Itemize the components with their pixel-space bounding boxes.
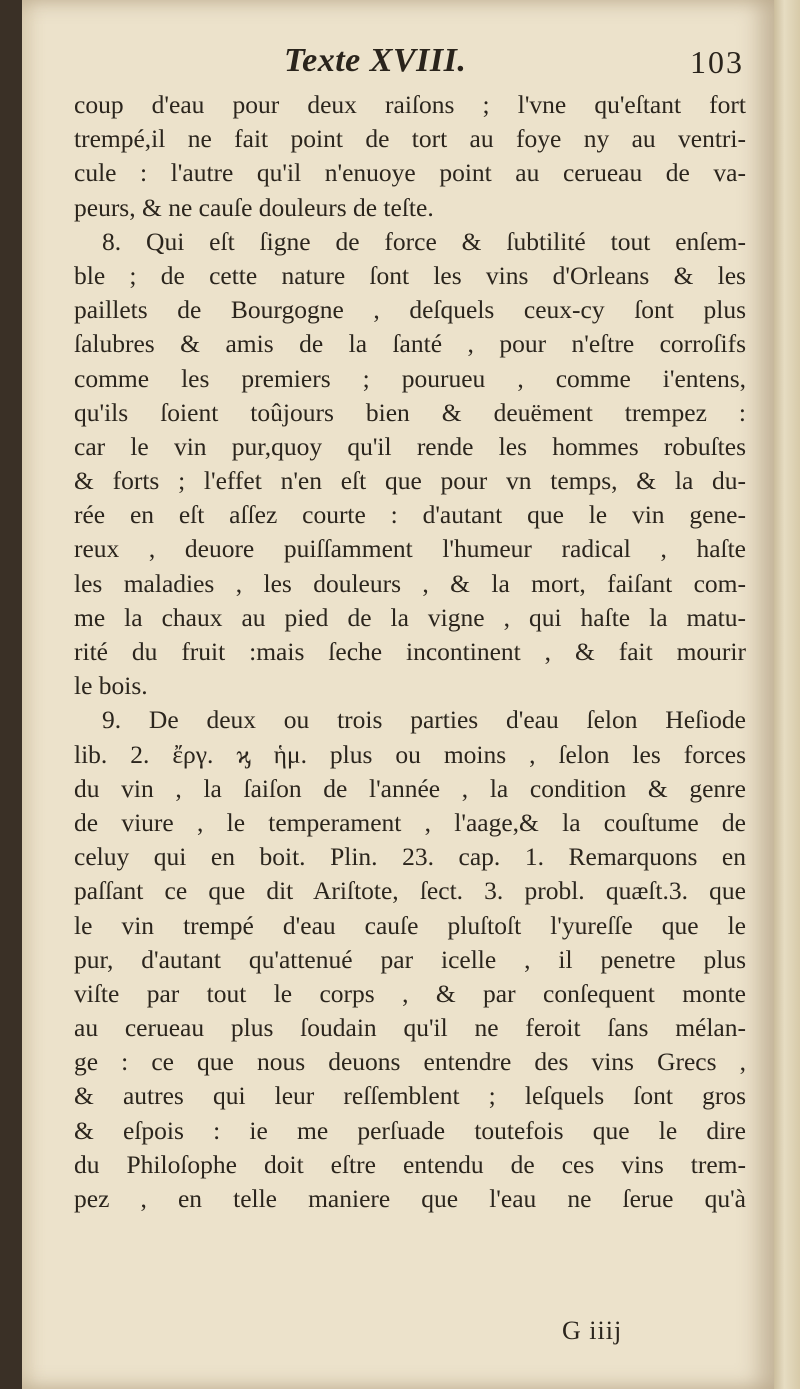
text-line: peurs, & ne cauſe douleurs de teſte. — [74, 192, 434, 222]
text-line: ge : ce que nous deuons entendre des vins Grecs , — [74, 1047, 746, 1077]
text-line: & eſpois : ie me perſuade toutefois que le dire — [74, 1115, 746, 1145]
text-line: & forts ; l'effet n'en eſt que pour vn temps, & la du- — [74, 466, 746, 496]
text-line: car le vin pur,quoy qu'il rende les hommes robuſtes — [74, 431, 746, 461]
signature-mark: G iiij — [562, 1316, 623, 1345]
text-line: cule : l'autre qu'il n'enuoye point au cerueau de va- — [74, 158, 746, 188]
text-line: coup d'eau pour deux raiſons ; l'vne qu'eſtant fort — [74, 90, 746, 119]
text-line: paillets de Bourgogne , deſquels ceux-cy ſont plus — [74, 295, 746, 325]
running-title: Texte XVIII. — [284, 42, 467, 79]
text-line: ble ; de cette nature ſont les vins d'Orleans & les — [74, 260, 746, 290]
page-header — [22, 36, 774, 96]
text-line: celuy qui en boit. Plin. 23. cap. 1. Remarquons en — [74, 842, 746, 872]
text-line: qu'ils ſoient toûjours bien & deuëment trempez : — [74, 397, 746, 427]
paragraph-8-start: 8. Qui eſt ſigne de force & ſubtilité tout enſem- — [102, 226, 746, 256]
text-line: paſſant ce que dit Ariſtote, ſect. 3. probl. quæſt.3. que — [74, 876, 746, 906]
text-line: & autres qui leur reſſemblent ; leſquels ſont gros — [74, 1081, 746, 1111]
text-line: rité du fruit :mais ſeche incontinent , & fait mourir — [74, 637, 746, 666]
page-edge — [774, 0, 800, 1389]
text-line: du Philoſophe doit eſtre entendu de ces vins trem- — [74, 1149, 746, 1179]
paragraph-9-start: 9. De deux ou trois parties d'eau ſelon Heſiode — [102, 705, 746, 735]
text-line: pez , en telle maniere que l'eau ne ſerue qu'à — [74, 1184, 746, 1213]
text-line: reux , deuore puiſſamment l'humeur radical , haſte — [74, 534, 746, 564]
text-line: le vin trempé d'eau cauſe pluſtoſt l'yureſſe que le — [74, 910, 746, 940]
text-line: lib. 2. ἔργ. ϗ ἡμ. plus ou moins , ſelon les forces — [74, 739, 746, 769]
text-line: le bois. — [74, 671, 148, 701]
page-number: 103 — [690, 44, 744, 80]
text-line: les maladies , les douleurs , & la mort, faiſant com- — [74, 568, 746, 598]
book-page — [22, 0, 774, 1389]
text-line: trempé,il ne fait point de tort au foye ny au ventri- — [74, 124, 746, 154]
text-line: pur, d'autant qu'attenué par icelle , il penetre plus — [74, 944, 746, 974]
text-line: rée en eſt aſſez courte : d'autant que le vin gene- — [74, 500, 746, 530]
text-line: ſalubres & amis de la ſanté , pour n'eſtre corroſifs — [74, 329, 746, 359]
text-line: viſte par tout le corps , & par conſequent monte — [74, 978, 746, 1008]
text-line: au cerueau plus ſoudain qu'il ne feroit ſans mélan- — [74, 1013, 746, 1043]
text-line: de viure , le temperament , l'aage,& la couſtume de — [74, 807, 746, 837]
text-line: me la chaux au pied de la vigne , qui haſte la matu- — [74, 602, 746, 632]
text-line: comme les premiers ; pourueu , comme i'entens, — [74, 363, 746, 393]
text-line: du vin , la ſaiſon de l'année , la condition & genre — [74, 773, 746, 803]
body-text — [74, 88, 746, 1216]
